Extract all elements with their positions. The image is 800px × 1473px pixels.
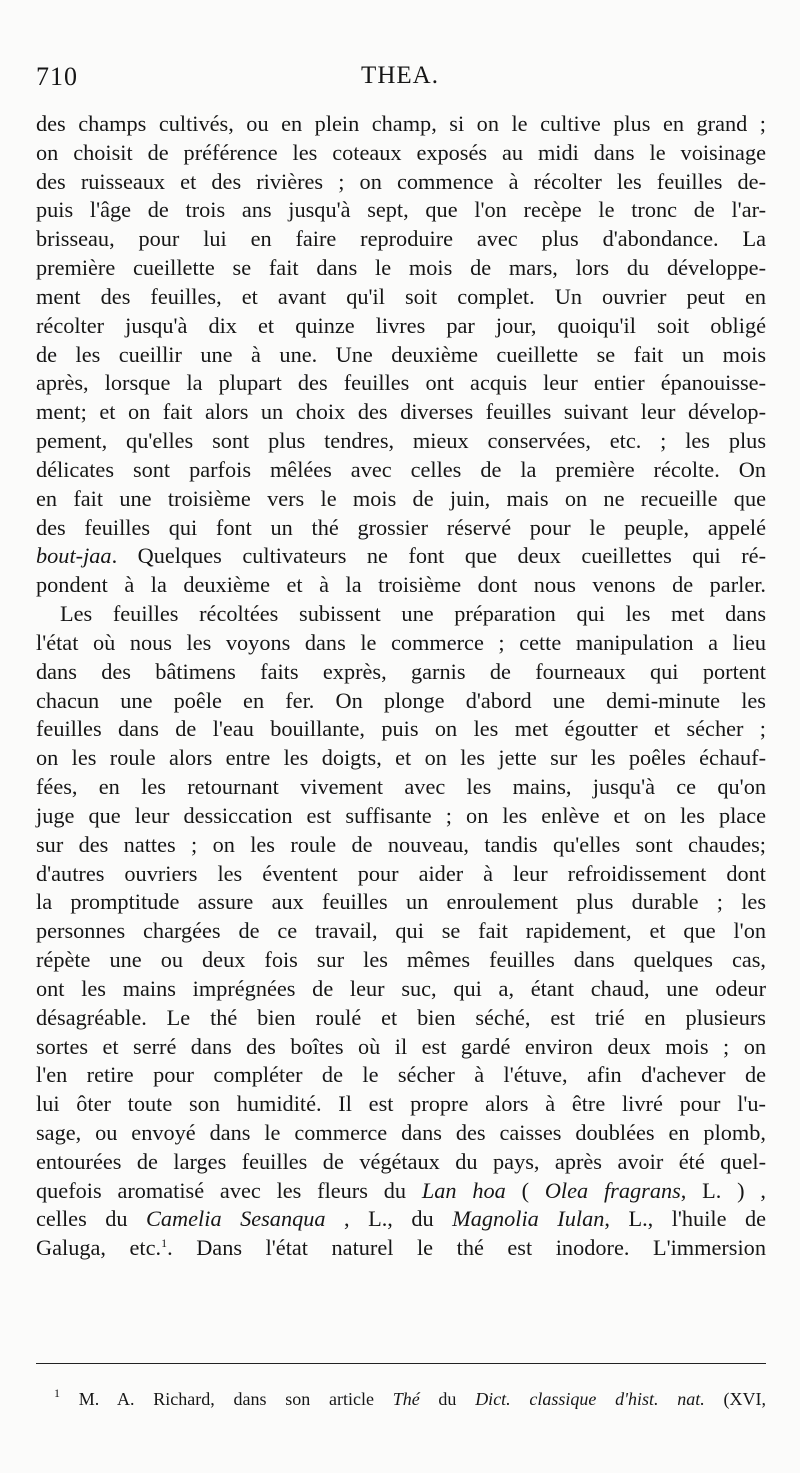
text-line: puis l'âge de trois ans jusqu'à sept, que l'on recèpe le tronc de l'ar- <box>36 197 766 223</box>
text-line: d'autres ouvriers les éventent pour aider à leur refroidissement dont <box>36 860 766 886</box>
text-line: on choisit de préférence les coteaux exposés au midi dans le voisinage <box>36 139 766 165</box>
line-segment: , L. ) , <box>680 1177 766 1203</box>
text-line: de les cueillir une à une. Une deuxième cueillette se fait un mois <box>36 341 766 367</box>
text-line: entourées de larges feuilles de végétaux du pays, après avoir été quel- <box>36 1148 766 1174</box>
footnote <box>36 1388 766 1410</box>
text-line-italic-term <box>36 542 766 571</box>
text-line: l'état où nous les voyons dans le commerce ; cette manipulation a lieu <box>36 629 766 655</box>
text-line: après, lorsque la plupart des feuilles ont acquis leur entier épanouisse- <box>36 370 766 396</box>
text-line: juge que leur dessiccation est suffisante ; on les enlève et on les place <box>36 802 766 828</box>
line-segment: quefois aromatisé avec les fleurs du <box>36 1177 422 1203</box>
line-segment: , L., l'huile de <box>604 1206 767 1232</box>
footnote-text: M. A. Richard, dans son article <box>78 1389 393 1409</box>
footnote-rule <box>36 1363 766 1364</box>
text-line: lui ôter toute son humidité. Il est propre alors à être livré pour l'u- <box>36 1091 766 1117</box>
text-line: pement, qu'elles sont plus tendres, mieux conservées, etc. ; les plus <box>36 428 766 454</box>
text-line: des ruisseaux et des rivières ; on commence à récolter les feuilles de- <box>36 168 766 194</box>
text-line-with-species <box>36 1177 766 1206</box>
text-line: personnes chargées de ce travail, qui se fait rapidement, et que l'on <box>36 918 766 944</box>
text-line: chacun une poêle en fer. On plonge d'abord une demi-minute les <box>36 687 766 713</box>
paragraph-start-line: Les feuilles récoltées subissent une préparation qui les met dans <box>60 601 766 627</box>
text-line: sur des nattes ; on les roule de nouveau, tandis qu'elles sont chaudes; <box>36 831 766 857</box>
text-line: dans des bâtimens faits exprès, garnis de fourneaux qui portent <box>36 658 766 684</box>
body-text <box>36 110 766 1263</box>
text-line: ment des feuilles, et avant qu'il soit complet. Un ouvrier peut en <box>36 283 766 309</box>
footnote-reference: 1 <box>161 1236 168 1251</box>
text-line: récolter jusqu'à dix et quinze livres par jour, quoiqu'il soit obligé <box>36 312 766 338</box>
italic-term: Olea fragrans <box>544 1177 681 1203</box>
text-line-with-footnote-ref <box>36 1234 766 1263</box>
text-line: ment; et on fait alors un choix des diverses feuilles suivant leur dévelop- <box>36 399 766 425</box>
italic-term: Magnolia Iulan <box>452 1206 605 1232</box>
text-line: délicates sont parfois mêlées avec celles de la première récolte. On <box>36 456 766 482</box>
text-line: des feuilles qui font un thé grossier réservé pour le peuple, appelé <box>36 514 766 540</box>
text-line: première cueillette se fait dans le mois de mars, lors du développe- <box>36 255 766 281</box>
italic-term: bout-jaa <box>36 543 112 569</box>
text-line: l'en retire pour compléter de le sécher à l'étuve, afin d'achever de <box>36 1062 766 1088</box>
text-line: fées, en les retournant vivement avec les mains, jusqu'à ce qu'on <box>36 774 766 800</box>
text-line: en fait une troisième vers le mois de juin, mais on ne recueille que <box>36 485 766 511</box>
text-line: répète une ou deux fois sur les mêmes feuilles dans quelques cas, <box>36 947 766 973</box>
line-segment: Galuga, etc. <box>36 1235 162 1261</box>
text-line-with-species <box>36 1205 766 1234</box>
text-line: brisseau, pour lui en faire reproduire avec plus d'abondance. La <box>36 226 766 252</box>
text-line: la promptitude assure aux feuilles un enroulement plus durable ; les <box>36 889 766 915</box>
text-line: des champs cultivés, ou en plein champ, si on le cultive plus en grand ; <box>36 111 766 136</box>
text-line: désagréable. Le thé bien roulé et bien séché, est trié en plusieurs <box>36 1004 766 1030</box>
text-line: sortes et serré dans des boîtes où il est gardé environ deux mois ; on <box>36 1033 766 1059</box>
line-segment: , L., du <box>325 1206 453 1232</box>
footnote-marker: 1 <box>54 1386 60 1400</box>
italic-title: Dict. classique d'hist. nat. <box>475 1389 705 1409</box>
footnote-text: (XVI, <box>704 1389 766 1409</box>
line-segment: . Dans l'état naturel le thé est inodore. L'immersion <box>167 1235 766 1261</box>
text-line: ont les mains imprégnées de leur suc, qui a, étant chaud, une odeur <box>36 975 766 1001</box>
text-line: feuilles dans de l'eau bouillante, puis on les met égoutter et sécher ; <box>36 716 766 742</box>
line-segment: celles du <box>36 1206 147 1232</box>
line-segment: ( <box>505 1177 545 1203</box>
text-line: sage, ou envoyé dans le commerce dans des caisses doublées en plomb, <box>36 1119 766 1145</box>
line-segment: . Quelques cultivateurs ne font que deux cueillettes qui ré- <box>111 543 766 569</box>
paragraph-end-line: pondent à la deuxième et à la troisième dont nous venons de parler. <box>36 572 766 598</box>
footnote-text: du <box>419 1389 476 1409</box>
running-title: THEA. <box>361 62 439 89</box>
text-line: on les roule alors entre les doigts, et on les jette sur les poêles échauf- <box>36 745 766 771</box>
running-head <box>36 62 764 98</box>
page-number: 710 <box>36 62 78 91</box>
italic-term: Camelia Sesanqua <box>146 1206 326 1232</box>
italic-term: Lan hoa <box>421 1177 506 1203</box>
italic-term: Thé <box>392 1389 420 1409</box>
